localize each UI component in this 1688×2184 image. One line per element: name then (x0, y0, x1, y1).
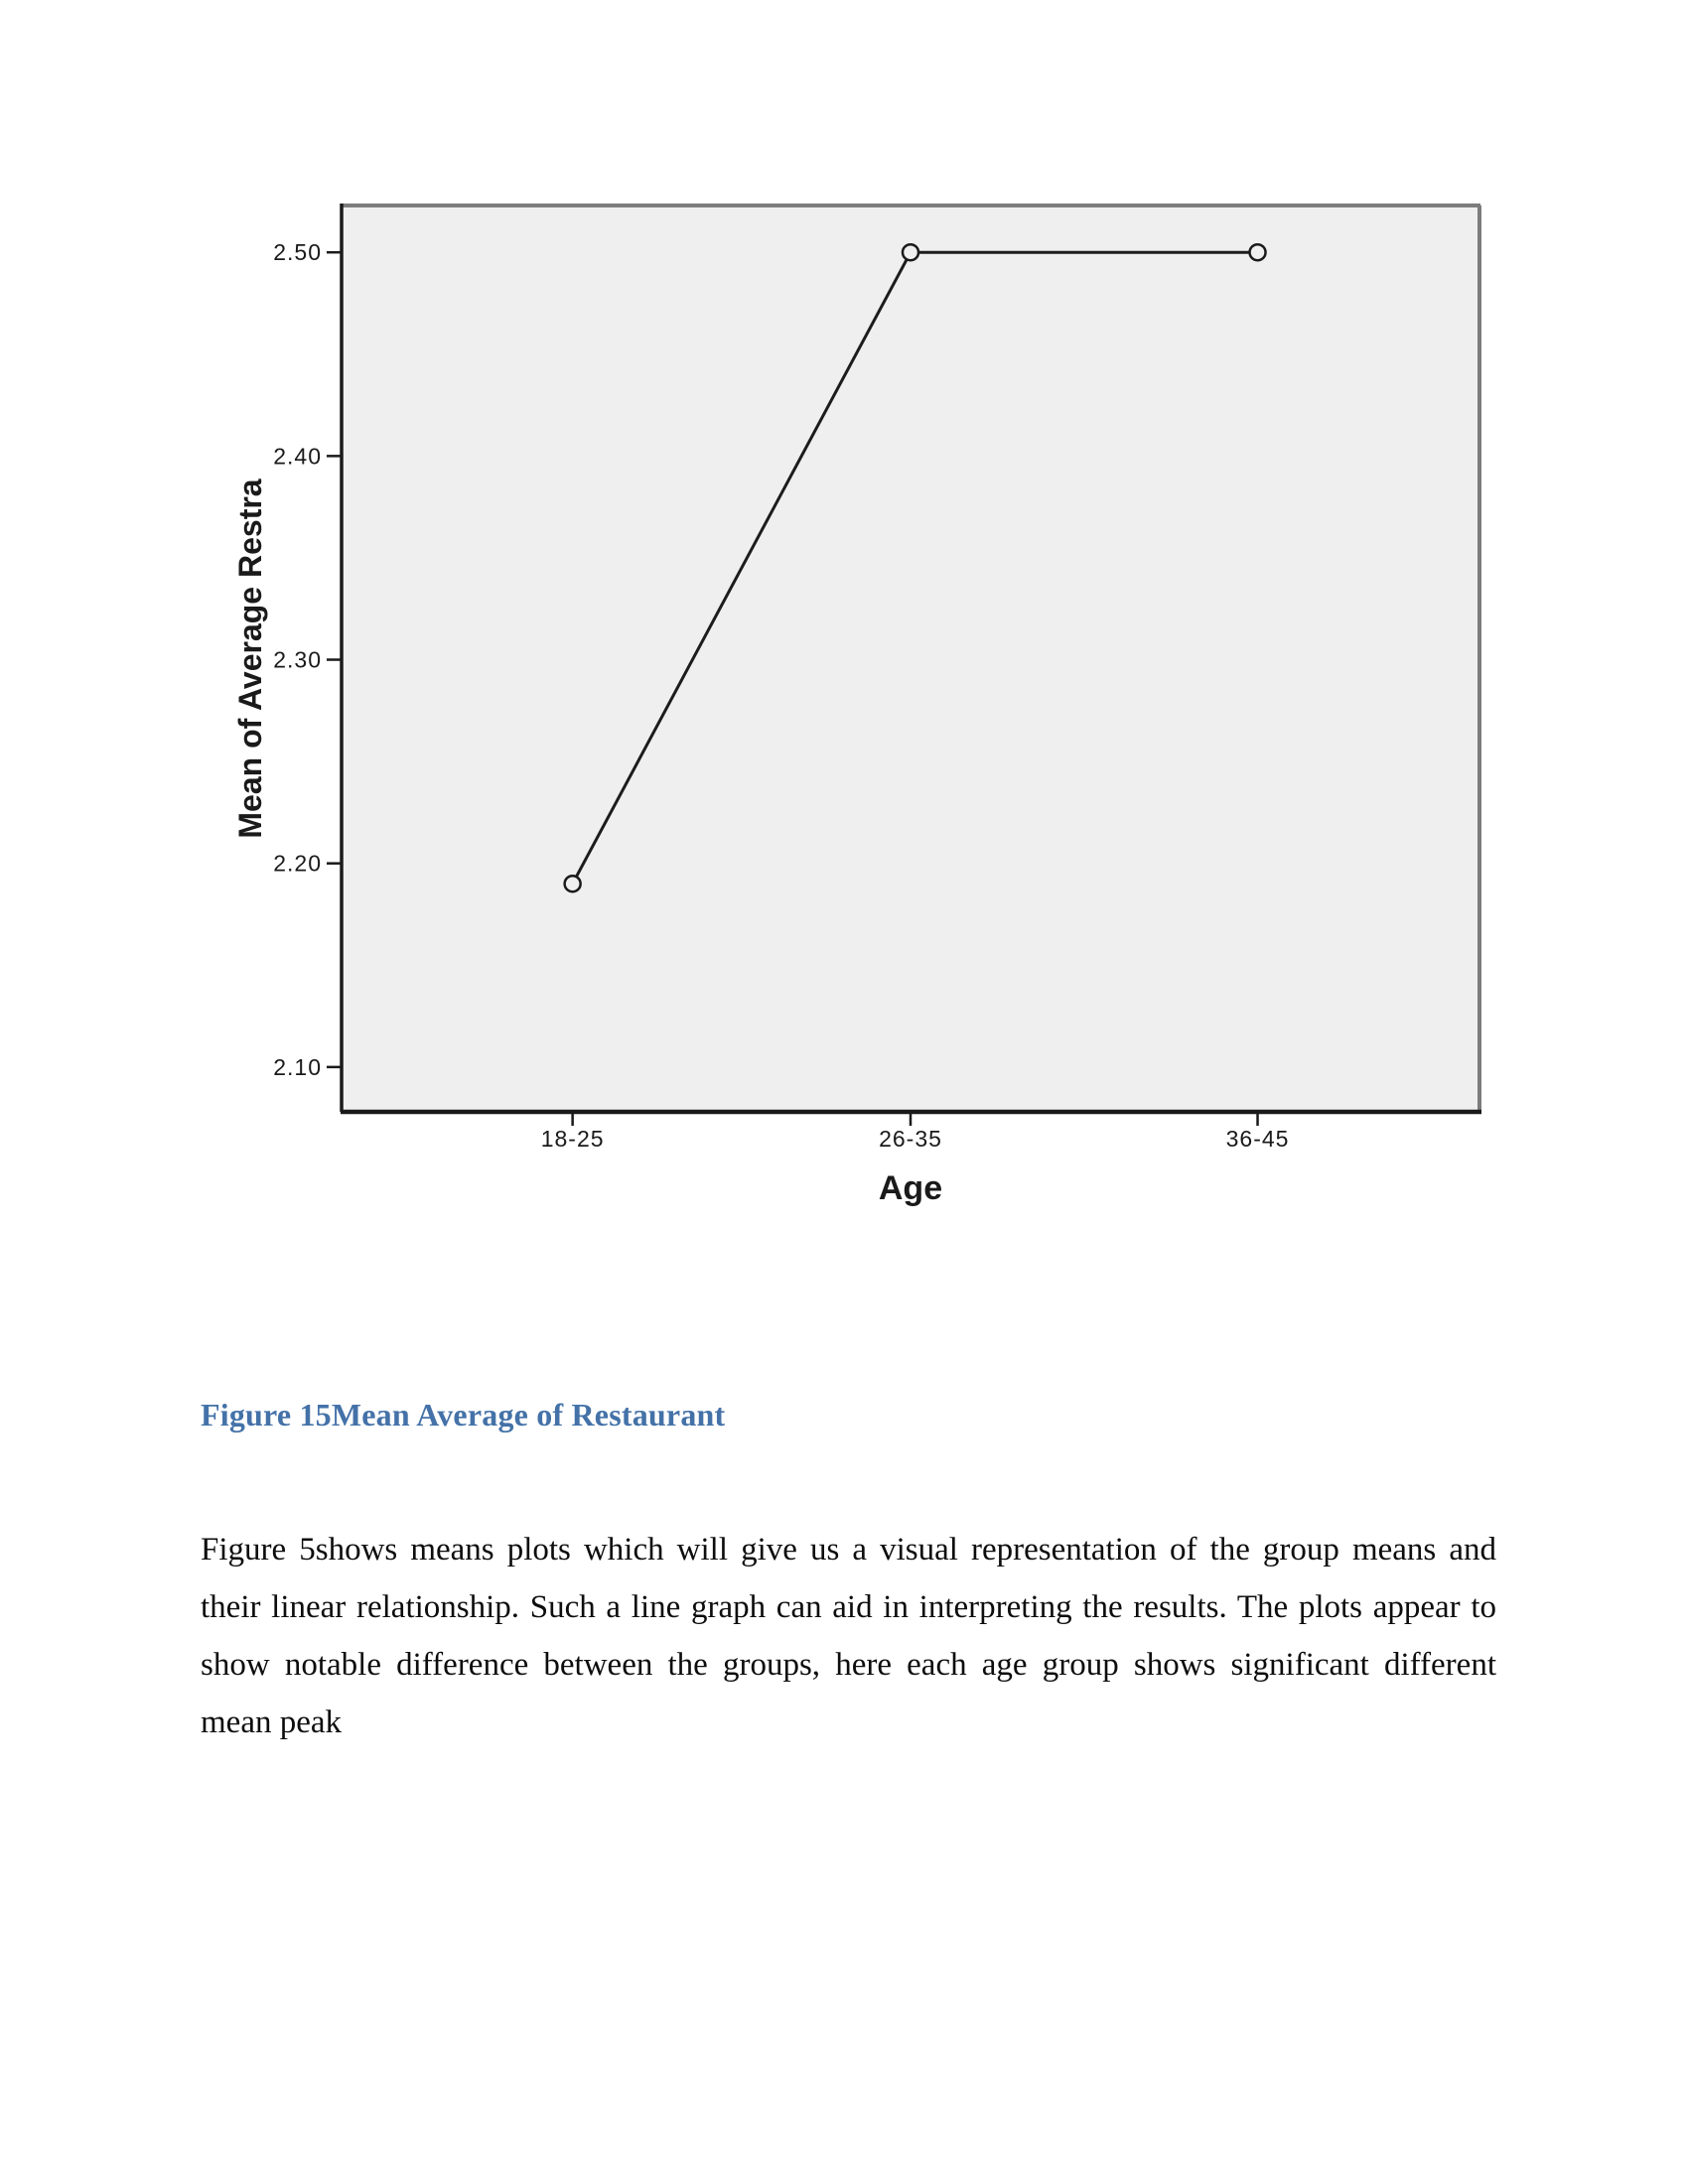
means-plot-chart (199, 179, 1489, 1221)
x-tick-label: 26-35 (879, 1126, 942, 1152)
y-tick-label: 2.10 (273, 1053, 322, 1080)
paragraph-line-4: mean peak (201, 1705, 343, 1740)
paragraph-line-3: show notable difference between the groups, here each age group shows significant different (201, 1647, 1496, 1683)
x-tick-label: 36-45 (1225, 1126, 1290, 1152)
y-tick-label: 2.40 (273, 443, 322, 470)
paragraph-line-2: their linear relationship. Such a line graph can aid in interpreting the results. The plots appear to (201, 1589, 1496, 1625)
y-axis-title: Mean of Average Restra (232, 478, 268, 839)
figure-caption: Figure 15Mean Average of Restaurant (201, 1397, 726, 1433)
means-plot-figure (199, 179, 1489, 1231)
paragraph-line-1: Figure 5shows means plots which will give us a visual representation of the group means and (201, 1532, 1496, 1568)
x-axis-title: Age (878, 1169, 943, 1207)
data-point-marker-18-25 (565, 876, 581, 891)
body-paragraph (201, 1521, 1496, 1751)
y-tick-label: 2.20 (273, 850, 322, 877)
data-point-marker-36-45 (1250, 244, 1266, 260)
y-tick-label: 2.30 (273, 646, 322, 673)
plot-area (342, 205, 1479, 1112)
x-tick-label: 18-25 (540, 1126, 605, 1152)
data-point-marker-26-35 (903, 244, 918, 260)
y-tick-label: 2.50 (273, 239, 322, 266)
